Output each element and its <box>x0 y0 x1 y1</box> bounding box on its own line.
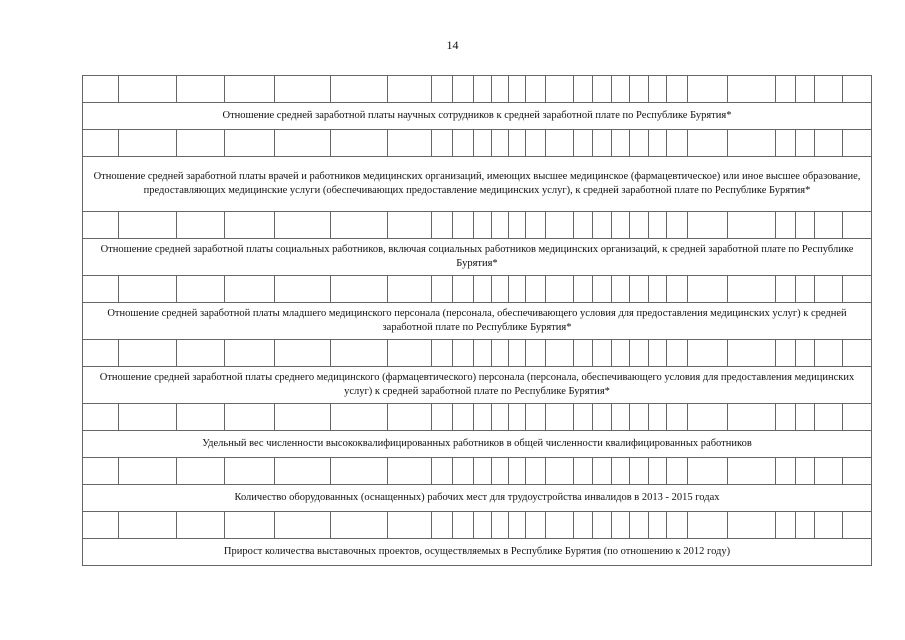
grid-cell <box>667 212 688 239</box>
grid-cell <box>526 276 546 303</box>
grid-cell <box>225 76 275 103</box>
grid-cell <box>546 404 574 431</box>
grid-cell <box>453 212 474 239</box>
grid-cell <box>225 276 275 303</box>
grid-cell <box>546 76 574 103</box>
grid-cell <box>796 512 815 539</box>
grid-cell <box>630 276 649 303</box>
grid-cell <box>453 404 474 431</box>
blank-grid-row <box>83 212 872 239</box>
grid-cell <box>177 404 225 431</box>
grid-cell <box>331 458 388 485</box>
grid-cell <box>474 512 492 539</box>
grid-cell <box>177 76 225 103</box>
grid-cell <box>432 212 453 239</box>
grid-cell <box>776 512 796 539</box>
grid-cell <box>612 340 630 367</box>
grid-cell <box>649 76 667 103</box>
grid-cell <box>688 276 728 303</box>
grid-cell <box>177 512 225 539</box>
grid-cell <box>546 340 574 367</box>
indicator-heading: Количество оборудованных (оснащенных) рабочих мест для трудоустройства инвалидов в 2013 - 2015 годах <box>83 485 872 512</box>
grid-cell <box>667 340 688 367</box>
grid-cell <box>649 458 667 485</box>
grid-cell <box>688 404 728 431</box>
grid-cell <box>83 512 119 539</box>
grid-cell <box>526 130 546 157</box>
grid-cell <box>843 404 872 431</box>
grid-cell <box>630 404 649 431</box>
grid-cell <box>83 404 119 431</box>
grid-cell <box>630 512 649 539</box>
grid-cell <box>119 404 177 431</box>
grid-cell <box>275 276 331 303</box>
indicator-heading: Отношение средней заработной платы среднего медицинского (фармацевтического) персонала (персонала, обеспечивающего условия для предоставления медицинских услуг) к средней заработной плате по Республике Бурятия* <box>83 367 872 404</box>
grid-cell <box>649 212 667 239</box>
grid-cell <box>432 276 453 303</box>
grid-cell <box>593 130 612 157</box>
grid-cell <box>728 512 776 539</box>
grid-cell <box>331 404 388 431</box>
grid-cell <box>526 76 546 103</box>
indicator-heading: Отношение средней заработной платы научных сотрудников к средней заработной плате по Республике Бурятия* <box>83 103 872 130</box>
grid-cell <box>593 212 612 239</box>
grid-cell <box>225 512 275 539</box>
grid-cell <box>796 276 815 303</box>
grid-cell <box>815 458 843 485</box>
grid-cell <box>331 340 388 367</box>
grid-cell <box>776 404 796 431</box>
grid-cell <box>225 130 275 157</box>
grid-cell <box>526 512 546 539</box>
grid-cell <box>843 212 872 239</box>
grid-cell <box>593 512 612 539</box>
grid-cell <box>649 340 667 367</box>
grid-cell <box>492 458 509 485</box>
blank-grid-row <box>83 458 872 485</box>
grid-cell <box>815 512 843 539</box>
grid-cell <box>843 130 872 157</box>
grid-cell <box>453 340 474 367</box>
grid-cell <box>388 340 432 367</box>
grid-cell <box>776 212 796 239</box>
grid-cell <box>688 512 728 539</box>
grid-cell <box>119 512 177 539</box>
grid-cell <box>728 130 776 157</box>
grid-cell <box>688 212 728 239</box>
grid-cell <box>728 458 776 485</box>
grid-cell <box>688 340 728 367</box>
grid-cell <box>331 76 388 103</box>
grid-cell <box>492 512 509 539</box>
grid-cell <box>432 130 453 157</box>
grid-cell <box>453 130 474 157</box>
grid-cell <box>649 404 667 431</box>
indicator-heading-row <box>83 239 872 276</box>
grid-cell <box>574 404 593 431</box>
grid-cell <box>667 130 688 157</box>
grid-cell <box>843 458 872 485</box>
grid-cell <box>776 340 796 367</box>
grid-cell <box>225 458 275 485</box>
grid-cell <box>649 512 667 539</box>
grid-cell <box>630 340 649 367</box>
grid-cell <box>83 130 119 157</box>
grid-cell <box>474 76 492 103</box>
indicator-heading-row <box>83 485 872 512</box>
grid-cell <box>119 458 177 485</box>
grid-cell <box>796 404 815 431</box>
grid-cell <box>388 404 432 431</box>
grid-cell <box>630 130 649 157</box>
grid-cell <box>177 276 225 303</box>
grid-cell <box>815 212 843 239</box>
grid-cell <box>388 276 432 303</box>
grid-cell <box>331 130 388 157</box>
grid-cell <box>546 276 574 303</box>
grid-cell <box>492 76 509 103</box>
grid-cell <box>509 276 526 303</box>
indicator-heading: Отношение средней заработной платы младшего медицинского персонала (персонала, обеспечивающего условия для предоставления медицинских услуг) к средней заработной плате по Республике Бурятия* <box>83 303 872 340</box>
grid-cell <box>83 276 119 303</box>
grid-cell <box>728 276 776 303</box>
grid-cell <box>388 512 432 539</box>
grid-cell <box>388 458 432 485</box>
grid-cell <box>796 212 815 239</box>
grid-cell <box>612 130 630 157</box>
grid-cell <box>474 458 492 485</box>
grid-cell <box>796 340 815 367</box>
grid-cell <box>225 404 275 431</box>
grid-cell <box>492 130 509 157</box>
grid-cell <box>688 458 728 485</box>
blank-grid-row <box>83 76 872 103</box>
grid-cell <box>593 76 612 103</box>
grid-cell <box>612 76 630 103</box>
grid-cell <box>388 212 432 239</box>
grid-cell <box>331 276 388 303</box>
grid-cell <box>612 458 630 485</box>
grid-cell <box>275 512 331 539</box>
grid-cell <box>474 130 492 157</box>
indicator-heading: Удельный вес численности высококвалифицированных работников в общей численности квалифицированных работников <box>83 431 872 458</box>
grid-cell <box>509 130 526 157</box>
grid-cell <box>432 76 453 103</box>
grid-cell <box>509 76 526 103</box>
grid-cell <box>275 130 331 157</box>
indicator-heading: Отношение средней заработной платы врачей и работников медицинских организаций, имеющих высшее медицинское (фармацевтическое) или иное высшее образование, предоставляющих медицинские услуги (обеспечивающих предоставление медицинских услуг), к средней заработной плате по Республике Бурятия* <box>83 157 872 212</box>
grid-cell <box>177 340 225 367</box>
grid-cell <box>593 276 612 303</box>
grid-cell <box>728 340 776 367</box>
grid-cell <box>331 512 388 539</box>
grid-cell <box>593 404 612 431</box>
grid-cell <box>509 340 526 367</box>
grid-cell <box>728 76 776 103</box>
grid-cell <box>492 212 509 239</box>
grid-cell <box>776 458 796 485</box>
grid-cell <box>667 458 688 485</box>
grid-cell <box>574 458 593 485</box>
grid-cell <box>843 340 872 367</box>
grid-cell <box>83 458 119 485</box>
grid-cell <box>815 340 843 367</box>
grid-cell <box>509 404 526 431</box>
indicator-heading-row <box>83 157 872 212</box>
grid-cell <box>474 404 492 431</box>
indicator-table <box>82 75 872 566</box>
grid-cell <box>388 130 432 157</box>
grid-cell <box>275 340 331 367</box>
grid-cell <box>546 212 574 239</box>
grid-cell <box>119 276 177 303</box>
indicator-heading-row <box>83 367 872 404</box>
grid-cell <box>776 276 796 303</box>
grid-cell <box>815 76 843 103</box>
grid-cell <box>388 76 432 103</box>
grid-cell <box>688 76 728 103</box>
grid-cell <box>630 76 649 103</box>
blank-grid-row <box>83 404 872 431</box>
grid-cell <box>630 458 649 485</box>
grid-cell <box>796 458 815 485</box>
grid-cell <box>225 340 275 367</box>
grid-cell <box>474 340 492 367</box>
grid-cell <box>546 512 574 539</box>
grid-cell <box>667 512 688 539</box>
grid-cell <box>331 212 388 239</box>
grid-cell <box>453 76 474 103</box>
grid-cell <box>776 130 796 157</box>
blank-grid-row <box>83 340 872 367</box>
indicator-heading-row <box>83 103 872 130</box>
indicator-heading-row <box>83 431 872 458</box>
grid-cell <box>83 76 119 103</box>
blank-grid-row <box>83 130 872 157</box>
grid-cell <box>453 512 474 539</box>
grid-cell <box>492 276 509 303</box>
grid-cell <box>667 76 688 103</box>
grid-cell <box>492 340 509 367</box>
grid-cell <box>509 458 526 485</box>
grid-cell <box>119 130 177 157</box>
grid-cell <box>612 212 630 239</box>
grid-cell <box>474 276 492 303</box>
grid-cell <box>275 404 331 431</box>
grid-cell <box>83 340 119 367</box>
indicator-heading: Отношение средней заработной платы социальных работников, включая социальных работников медицинских организаций, к средней заработной плате по Республике Бурятия* <box>83 239 872 276</box>
grid-cell <box>612 276 630 303</box>
grid-cell <box>843 76 872 103</box>
grid-cell <box>432 340 453 367</box>
grid-cell <box>177 458 225 485</box>
grid-cell <box>574 76 593 103</box>
grid-cell <box>275 76 331 103</box>
grid-cell <box>509 212 526 239</box>
grid-cell <box>649 276 667 303</box>
grid-cell <box>432 404 453 431</box>
grid-cell <box>275 458 331 485</box>
page-number: 14 <box>446 38 459 52</box>
grid-cell <box>612 404 630 431</box>
grid-cell <box>474 212 492 239</box>
grid-cell <box>843 276 872 303</box>
grid-cell <box>728 404 776 431</box>
grid-cell <box>796 76 815 103</box>
grid-cell <box>526 340 546 367</box>
grid-cell <box>843 512 872 539</box>
grid-cell <box>526 458 546 485</box>
grid-cell <box>593 458 612 485</box>
grid-cell <box>776 76 796 103</box>
blank-grid-row <box>83 276 872 303</box>
grid-cell <box>728 212 776 239</box>
grid-cell <box>177 212 225 239</box>
indicator-heading-row <box>83 303 872 340</box>
grid-cell <box>432 458 453 485</box>
grid-cell <box>667 404 688 431</box>
grid-cell <box>453 458 474 485</box>
grid-cell <box>177 130 225 157</box>
grid-cell <box>667 276 688 303</box>
grid-cell <box>796 130 815 157</box>
grid-cell <box>509 512 526 539</box>
grid-cell <box>275 212 331 239</box>
blank-grid-row <box>83 512 872 539</box>
grid-cell <box>574 340 593 367</box>
grid-cell <box>546 130 574 157</box>
grid-cell <box>815 276 843 303</box>
grid-cell <box>815 404 843 431</box>
grid-cell <box>432 512 453 539</box>
grid-cell <box>688 130 728 157</box>
grid-cell <box>815 130 843 157</box>
grid-cell <box>119 76 177 103</box>
grid-cell <box>574 512 593 539</box>
grid-cell <box>83 212 119 239</box>
grid-cell <box>546 458 574 485</box>
grid-cell <box>492 404 509 431</box>
grid-cell <box>574 276 593 303</box>
indicator-heading: Прирост количества выставочных проектов, осуществляемых в Республике Бурятия (по отношению к 2012 году) <box>83 539 872 566</box>
grid-cell <box>119 340 177 367</box>
grid-cell <box>593 340 612 367</box>
grid-cell <box>119 212 177 239</box>
grid-cell <box>526 404 546 431</box>
grid-cell <box>453 276 474 303</box>
grid-cell <box>649 130 667 157</box>
indicator-heading-row <box>83 539 872 566</box>
grid-cell <box>526 212 546 239</box>
grid-cell <box>612 512 630 539</box>
grid-cell <box>574 212 593 239</box>
grid-cell <box>630 212 649 239</box>
grid-cell <box>225 212 275 239</box>
grid-cell <box>574 130 593 157</box>
